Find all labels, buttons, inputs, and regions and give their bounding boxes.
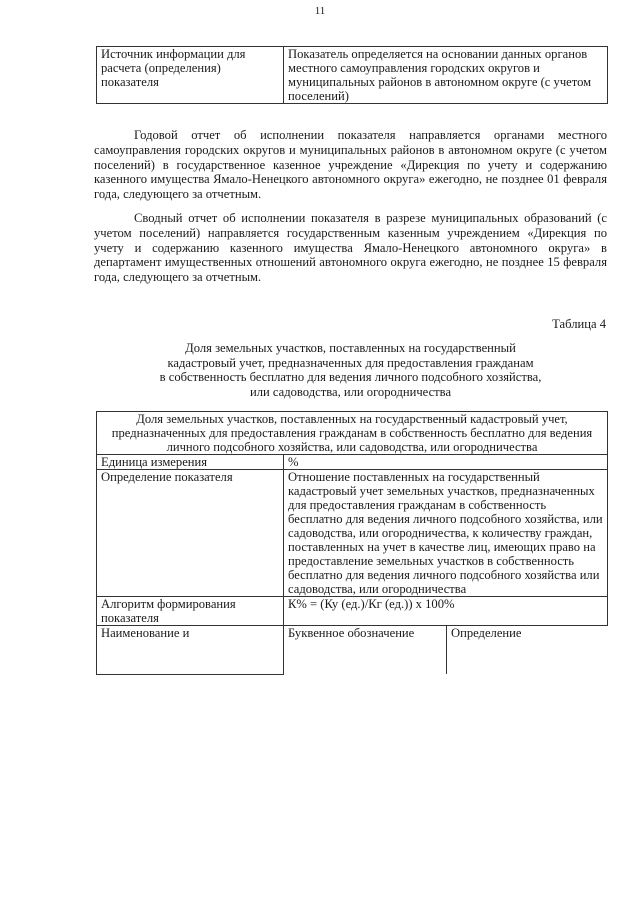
table-row: [97, 626, 608, 675]
table-row: [97, 597, 608, 626]
source-label-cell: Источник информации для расчета (определения) показателя: [97, 47, 284, 104]
row-label-cell: Наименование и: [97, 626, 284, 675]
row-value-cell: %: [284, 455, 608, 470]
page-number: 11: [314, 5, 326, 17]
split-subtable: [284, 626, 608, 674]
row-label-cell: Определение показателя: [97, 470, 284, 597]
table-row: [97, 455, 608, 470]
paragraph-summary-report: Сводный отчет об исполнении показателя в разрезе муниципальных образований (с учетом поселений) направляется государственным казенным учреждением «Дирекция по учету и содержанию казенного имущества Ямало-Ненецкого автономного округа» в департамент имущественных отношений автономного округа ежегодно, не позднее 15 февраля года, следующего за отчетным.: [94, 211, 607, 285]
source-value-cell: Показатель определяется на основании данных органов местного самоуправления городских округов и муниципальных районов в автономном округе (с учетом поселений): [284, 47, 608, 104]
heading-line: Доля земельных участков, поставленных на государственный: [185, 341, 516, 355]
table-row: [284, 626, 608, 674]
row-label-cell: Алгоритм формирования показателя: [97, 597, 284, 626]
table-row: [97, 412, 608, 455]
table-number-label: Таблица 4: [552, 317, 606, 331]
row-label-cell: Единица измерения: [97, 455, 284, 470]
heading-line: в собственность бесплатно для ведения личного подсобного хозяйства,: [159, 370, 542, 384]
table-row: [97, 470, 608, 597]
definition-header: Определение: [447, 626, 608, 674]
heading-line: кадастровый учет, предназначенных для предоставления гражданам: [167, 355, 534, 370]
letter-designation-header: Буквенное обозначение: [284, 626, 447, 674]
indicator-table: [96, 411, 608, 675]
paragraph-annual-report: Годовой отчет об исполнении показателя направляется органами местного самоуправления городских округов и муниципальных районов в автономном округе (с учетом поселений) в государственное казенное учреждение «Дирекция по учету и содержанию казенного имущества Ямало-Ненецкого автономного округа» ежегодно, не позднее 01 февраля года, следующего за отчетным.: [94, 128, 607, 202]
table-row: [97, 47, 608, 104]
source-info-table: [96, 46, 608, 104]
heading-line: или садоводства, или огородничества: [249, 384, 452, 399]
table-heading: [94, 341, 607, 399]
indicator-title-cell: Доля земельных участков, поставленных на государственный кадастровый учет, предназначенных для предоставления гражданам в собственность бесплатно для ведения личного подсобного хозяйства, или садоводства, или огородничества: [97, 412, 608, 455]
row-value-cell: К% = (Ку (ед.)/Кг (ед.)) х 100%: [284, 597, 608, 626]
row-value-cell: Отношение поставленных на государственный кадастровый учет земельных участков, предназначенных для предоставления гражданам в собственность бесплатно для ведения личного подсобного хозяйства, или садоводства, или огородничества, к количеству граждан, поставленных на учет в качестве лиц, имеющих право на предоставление земельных участков в собственность бесплатно для ведения личного подсобного хозяйства или садоводства, или огородничества: [284, 470, 608, 597]
split-cell: [284, 626, 608, 675]
